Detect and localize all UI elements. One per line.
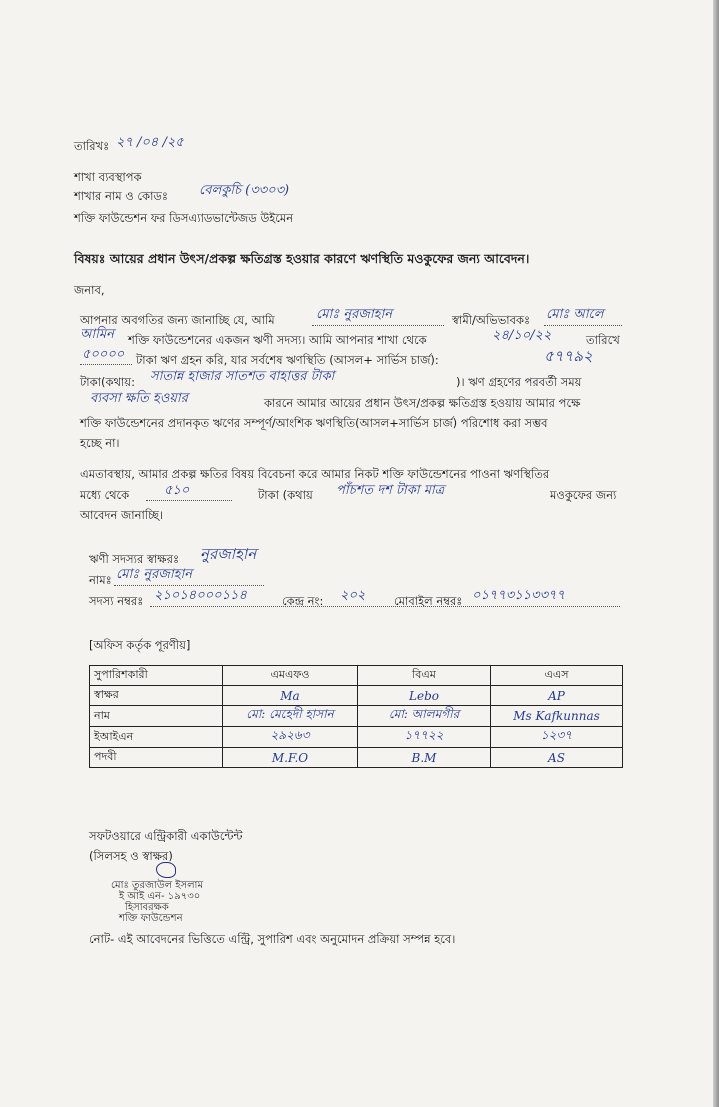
table-row — [90, 727, 623, 748]
handwritten-value: মো: আলমগীর — [388, 707, 460, 721]
body-line-2-end: তারিখে — [586, 333, 620, 347]
applicant-name-label: নামঃ — [89, 573, 112, 587]
body-line-4b: )। ঋণ গ্রহণের পরবর্তী সময় — [456, 375, 582, 389]
applicant-signature-value: নুরজাহান — [200, 545, 257, 563]
row-label: পদবী — [90, 748, 223, 768]
table-row — [90, 686, 623, 706]
table-header-cell: সুপারিশকারী — [90, 666, 223, 686]
loan-amount-value: ৫০০০০ — [82, 347, 125, 362]
guardian-value-b: আমিন — [80, 327, 114, 342]
applicant-signature-label: ঋণী সদস্যর স্বাক্ষরঃ — [89, 552, 180, 566]
guardian-value-a: মোঃ আলে — [546, 307, 604, 322]
body-line-7: হচ্ছে না। — [80, 436, 120, 450]
balance-value: ৫৭৭৯২ — [544, 347, 593, 365]
table-header-cell: এএস — [491, 666, 623, 686]
table-row — [90, 706, 623, 727]
handwritten-signature: AP — [548, 688, 565, 703]
member-number-label: সদস্য নম্বরঃ — [89, 594, 144, 608]
loan-date-value: ২৪/১০/২২ — [492, 328, 552, 343]
body-p2-line-3: আবেদন জানাচ্ছি। — [80, 508, 164, 522]
branch-value: বেলকুচি (৩৩০৩) — [199, 183, 290, 198]
mobile-label: মোবাইল নম্বরঃ — [394, 594, 463, 608]
table-cell — [358, 706, 491, 727]
table-cell — [491, 706, 623, 727]
accountant-signature-mark — [156, 862, 176, 878]
table-cell — [358, 686, 491, 706]
table-header-cell: এমএফও — [223, 666, 358, 686]
dotted-line — [150, 606, 620, 607]
table-cell — [491, 748, 623, 768]
handwritten-value: Ms Kafkunnas — [513, 709, 600, 723]
body-line-1a: আপনার অবগতির জন্য জানাচ্ছি যে, আমি — [80, 313, 275, 327]
seal-title: হিসাবরক্ষক — [125, 902, 169, 913]
branch-label: শাখার নাম ও কোডঃ — [74, 189, 169, 203]
body-p2-line-2b: টাকা (কথায় — [258, 488, 313, 502]
table-cell — [223, 727, 358, 748]
recommendation-table — [89, 665, 623, 768]
dotted-line — [544, 325, 622, 326]
table-header-row — [90, 666, 623, 686]
dotted-line — [312, 325, 444, 326]
accountant-title: সফটওয়ারে এন্ট্রিকারী একাউন্টেন্ট — [89, 829, 243, 843]
row-label: স্বাক্ষর — [90, 686, 223, 706]
page-binding-edge — [713, 0, 719, 1107]
table-cell — [358, 727, 491, 748]
table-cell — [358, 748, 491, 768]
handwritten-value: M.F.O — [271, 750, 309, 765]
row-label: ইআইএন — [90, 727, 223, 748]
seal-organization: শক্তি ফাউন্ডেশন — [119, 913, 183, 924]
seal-name: মোঃ তুরজাউল ইসলাম — [111, 880, 204, 891]
recipient-title: শাখা ব্যবস্থাপক — [74, 170, 142, 184]
row-label: নাম — [90, 706, 223, 727]
center-label: কেন্দ্র নং: — [282, 594, 324, 608]
body-p2-line-2a: মধ্যে থেকে — [80, 488, 130, 502]
handwritten-value: B.M — [411, 750, 437, 765]
balance-words-value: সাতান্ন হাজার সাতশত বাহাত্তর টাকা — [150, 369, 335, 384]
body-line-4a: টাকা(কথায়: — [80, 375, 135, 389]
office-use-note: [অফিস কর্তৃক পূরণীয়] — [89, 638, 191, 652]
center-value: ২০২ — [340, 588, 366, 603]
table-cell — [223, 706, 358, 727]
table-header-cell: বিএম — [358, 666, 491, 686]
mobile-value: ০১৭৭৩১১৩৩৭৭ — [472, 588, 565, 603]
handwritten-signature: Lebo — [409, 688, 439, 703]
member-number-value: ২১০১৪০০০১১৪ — [154, 588, 247, 603]
table-cell — [223, 686, 358, 706]
table-cell — [491, 686, 623, 706]
handwritten-value: AS — [548, 750, 565, 765]
footer-note: নোট- এই আবেদনের ভিত্তিতে এন্ট্রি, সুপারিশ এবং অনুমোদন প্রক্রিয়া সম্পন্ন হবে। — [89, 932, 456, 946]
waiver-amount-value: ৫১০ — [164, 483, 190, 498]
organization-name: শক্তি ফাউন্ডেশন ফর ডিসএ্যাডভান্টেজড উইমেন — [74, 211, 294, 225]
subject-line: বিষয়ঃ আয়ের প্রধান উৎস/প্রকল্প ক্ষতিগ্রস্ত হওয়ার কারণে ঋণস্থিতি মওকুফের জন্য আবেদন। — [74, 251, 530, 266]
accountant-seal — [111, 880, 203, 924]
reason-value: ব্যবসা ক্ষতি হওয়ার — [90, 391, 188, 406]
accountant-seal-note: (সিলসহ ও স্বাক্ষর) — [89, 849, 173, 863]
salutation: জনাব, — [74, 283, 105, 297]
handwritten-value: ২৯২৬৩ — [270, 728, 310, 742]
body-line-1b: স্বামী/অভিভাবকঃ — [452, 313, 531, 327]
body-p2-line-2c: মওকুফের জন্য — [550, 488, 617, 502]
body-line-2: শক্তি ফাউন্ডেশনের একজন ঋণী সদস্য। আমি আপনার শাখা থেকে — [128, 333, 427, 347]
seal-ein: ই আই এন- ১৯৭৩০ — [119, 891, 201, 902]
waiver-words-value: পাঁচশত দশ টাকা মাত্র — [336, 483, 445, 498]
body-line-3: টাকা ঋণ গ্রহন করি, যার সর্বশেষ ঋণস্থিতি (আসল+ সার্ভিস চার্জ): — [136, 353, 439, 367]
date-value: ২৭ /০৪ /২৫ — [116, 135, 184, 150]
handwritten-value: ১৭৭২২ — [404, 728, 444, 742]
body-line-5: কারনে আমার আয়ের প্রধান উৎস/প্রকল্প ক্ষতিগ্রস্ত হওয়ায় আমার পক্ষে — [264, 396, 581, 410]
handwritten-value: ১২৩৭ — [540, 728, 573, 742]
dotted-line — [80, 364, 132, 365]
body-line-6: শক্তি ফাউন্ডেশনের প্রদানকৃত ঋণের সম্পূর্ণ/আংশিক ঋণস্থিতি(আসল+সার্ভিস চার্জ) পরিশোধ করা সম্ভব — [80, 416, 548, 430]
body-p2-line-1: এমতাবস্থায়, আমার প্রকল্প ক্ষতির বিষয় বিবেচনা করে আমার নিকট শক্তি ফাউন্ডেশনের পাওনা ঋণস্থিতির — [80, 467, 550, 481]
date-label: তারিখঃ — [74, 139, 110, 153]
dotted-line — [146, 500, 232, 501]
table-row — [90, 748, 623, 768]
handwritten-signature: Ma — [280, 688, 300, 703]
table-cell — [491, 727, 623, 748]
applicant-name-value: মোঃ নুরজাহান — [116, 567, 192, 582]
member-name-value: মোঃ নুরজাহান — [316, 307, 392, 322]
dotted-line — [114, 585, 264, 586]
table-cell — [223, 748, 358, 768]
handwritten-value: মো: মেহেদী হাসান — [246, 707, 334, 721]
